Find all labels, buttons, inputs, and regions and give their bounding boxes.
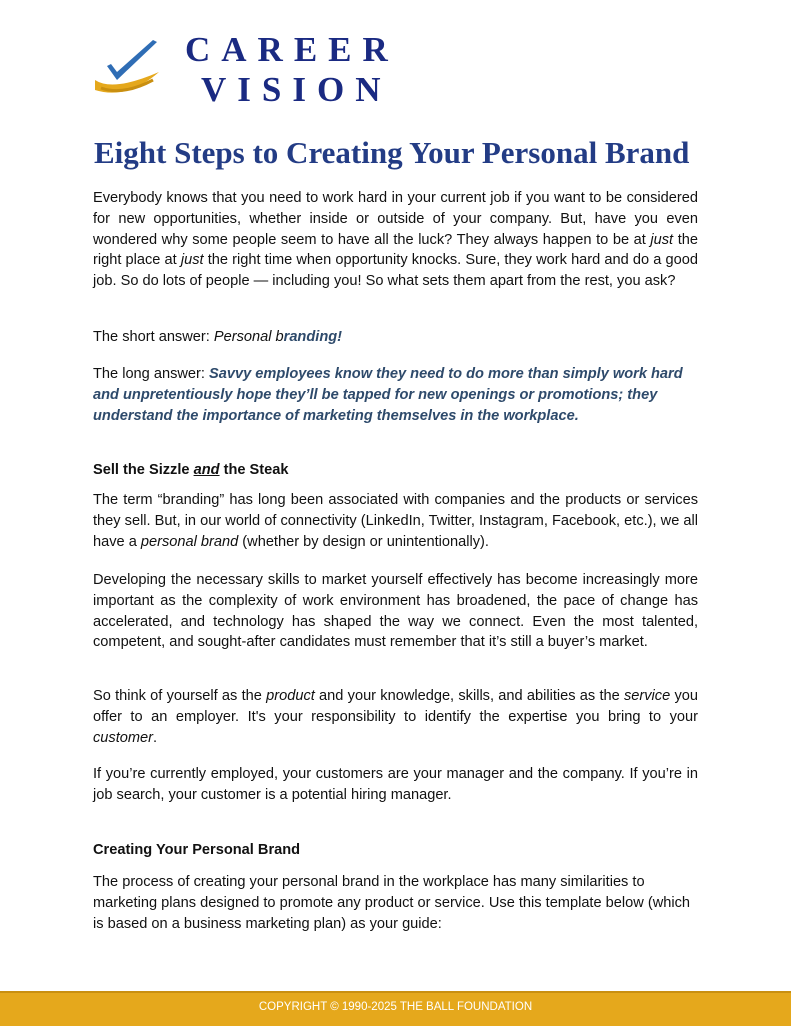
customers-paragraph: If you’re currently employed, your customers are your manager and the company. If you’re in job search, your customer is a potential hiring manager. <box>93 766 698 803</box>
branding-paragraph <box>93 490 698 552</box>
short-answer-label: The short answer: <box>93 329 214 345</box>
product-text-d: . <box>153 729 158 746</box>
logo-text-vision: VISION <box>201 70 392 109</box>
product-word: product <box>266 688 315 704</box>
branding-personal-brand: personal brand <box>140 533 239 550</box>
heading-sizzle-pre: Sell the Sizzle <box>93 462 194 478</box>
branding-text-b: (whether by design or unintentionally). <box>238 533 489 550</box>
intro-just-1: just <box>650 231 674 248</box>
intro-text-c: the right time when opportunity knocks. Sure, they work hard and do a good job. So do lots of people — including you! So what sets them apart from the rest, you ask? <box>93 252 698 290</box>
process-paragraph: The process of creating your personal brand in the workplace has many similarities to marketing plans designed to promote any product or service. Use this template below (which is based on a business marketing plan) as your guide: <box>93 874 691 932</box>
long-answer <box>93 364 698 426</box>
product-text-b: and your knowledge, skills, and abilities as the <box>314 688 624 704</box>
checkmark-swoosh-icon <box>93 40 163 102</box>
long-answer-label: The long answer: <box>93 366 210 382</box>
intro-text-a: Everybody knows that you need to work hard in your current job if you want to be considered for new opportunities, whether inside or outside of your company. But, have you even wondered why some people seem to have all the luck? They always happen to be at <box>93 190 698 248</box>
skills-paragraph: Developing the necessary skills to market yourself effectively has become increasingly more important as the complexity of work environment has broadened, the pace of change has accelerated, and technology has shaped the way we connect. Even the most talented, competent, and sought-after candidates must remember that it’s still a buyer’s market. <box>93 572 698 651</box>
product-text-a: So think of yourself as the <box>93 688 267 704</box>
short-answer-personal: Personal b <box>213 329 284 345</box>
intro-paragraph <box>93 188 698 292</box>
long-answer-text: Savvy employees know they need to do more than simply work hard and unpretentiously hope they’ll be tapped for new openings or promotions; they understand the importance of marketing themselves in the workplace. <box>93 366 683 424</box>
career-vision-logo <box>93 30 413 110</box>
page-title: Eight Steps to Creating Your Personal Brand <box>94 135 690 170</box>
service-word: service <box>623 688 671 704</box>
intro-just-2: just <box>180 252 204 269</box>
heading-sizzle-post: the Steak <box>219 462 289 478</box>
product-paragraph <box>93 686 698 748</box>
product-text-c: you offer to an employer. It's your responsibility to identify the expertise you bring to your <box>93 688 698 725</box>
logo-text-career: CAREER <box>185 30 399 69</box>
section-heading-creating: Creating Your Personal Brand <box>93 842 301 858</box>
intro-text-b: the right place at <box>93 231 698 269</box>
branding-text-a: The term “branding” has long been associated with companies and the products or services they sell. But, in our world of connectivity (LinkedIn, Twitter, Instagram, Facebook, etc.), we all have a <box>93 492 698 550</box>
short-answer-branding: randing! <box>283 329 343 345</box>
heading-sizzle-and: and <box>193 462 220 478</box>
customer-word: customer <box>93 729 154 746</box>
short-answer <box>93 327 698 348</box>
section-heading-sizzle <box>93 460 288 480</box>
copyright-footer: COPYRIGHT © 1990-2025 THE BALL FOUNDATION <box>0 991 791 1026</box>
